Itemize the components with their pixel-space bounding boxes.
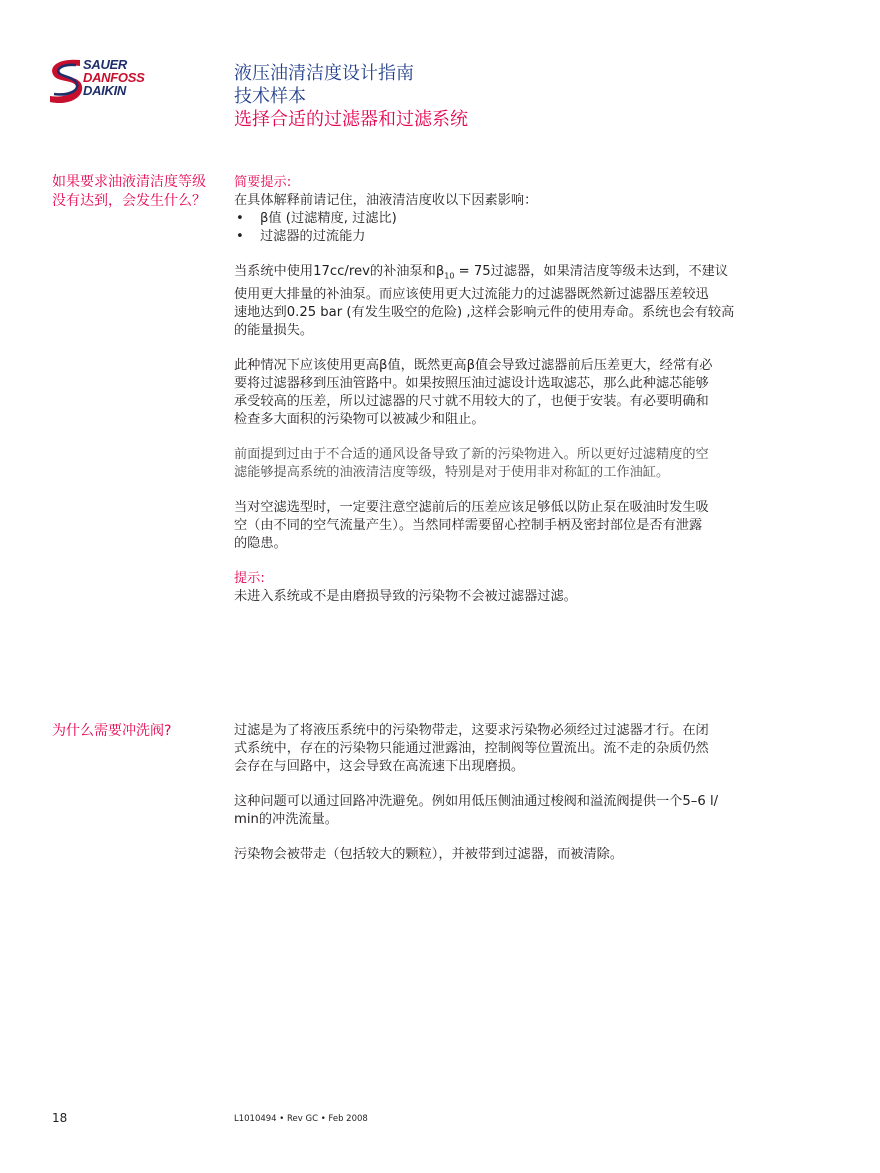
paragraph-line: 这种问题可以通过回路冲洗避免。例如用低压侧油通过梭阀和溢流阀提供一个5–6 l/ — [234, 794, 719, 809]
paragraph-line: 过滤是为了将液压系统中的污染物带走，这要求污染物必须经过过滤器才行。在闭 — [234, 723, 709, 738]
paragraph-line: 检查多大面积的污染物可以被减少和阻止。 — [234, 411, 485, 427]
logo-line-danfoss: DANFOSS — [83, 70, 145, 85]
logo-line-sauer: SAUER — [83, 57, 128, 72]
section2-body — [234, 722, 782, 864]
paragraph-line — [234, 263, 782, 286]
paragraph-line: 承受较高的压差，所以过滤器的尺寸就不用较大的了，也便于安装。有必要明确和 — [234, 393, 709, 409]
text-run: 当系统中使用17cc/rev的补油泵和β — [234, 264, 445, 279]
paragraph-line: 的能量损失。 — [234, 322, 314, 338]
tip-heading: 提示: — [234, 570, 265, 586]
bullet-icon: • — [236, 211, 244, 226]
intro-text: 在具体解释前请记住，油液清洁度收以下因素影响： — [234, 193, 538, 208]
list-item — [234, 210, 782, 228]
paragraph-line: 污染物会被带走（包括较大的颗粒），并被带到过滤器，而被清除。 — [234, 847, 624, 862]
paragraph-line: min的冲洗流量。 — [234, 812, 338, 827]
paragraph-line: 前面提到过由于不合适的通风设备导致了新的污染物进入。所以更好过滤精度的空 — [234, 446, 709, 462]
document-title: 液压油清洁度设计指南 — [234, 63, 414, 84]
logo-line-daikin: DAIKIN — [83, 83, 126, 98]
logo-wordmark — [83, 58, 144, 97]
paragraph-line: 空（由不同的空气流量产生）。当然同样需要留心控制手柄及密封部位是否有泄露 — [234, 517, 703, 533]
section-title: 选择合适的过滤器和过滤系统 — [234, 109, 468, 130]
paragraph-line: 速地达到0.25 bar (有发生吸空的危险) ,这样会影响元件的使用寿命。系统也会有较高 — [234, 304, 735, 320]
side-label-line: 没有达到，会发生什么？ — [52, 193, 206, 209]
text-run: = 75过滤器，如果清洁度等级未达到，不建议 — [454, 264, 729, 279]
paragraph-line: 要将过滤器移到压油管路中。如果按照压油过滤设计选取滤芯，那么此种滤芯能够 — [234, 375, 709, 391]
section1-side-label — [52, 173, 206, 211]
section1-body — [234, 174, 782, 606]
section2-side-label: 为什么需要冲洗阀? — [52, 723, 172, 739]
logo-swoosh-icon — [46, 56, 86, 106]
side-label-line: 如果要求油液清洁度等级 — [52, 174, 206, 190]
page-number: 18 — [52, 1111, 68, 1125]
beta-subscript: 10 — [444, 271, 455, 281]
paragraph-line: 会存在与回路中，这会导致在高流速下出现磨损。 — [234, 759, 525, 774]
paragraph-line: 滤能够提高系统的油液清洁度等级，特别是对于使用非对称缸的工作油缸。 — [234, 464, 670, 480]
document-subtitle: 技术样本 — [234, 86, 306, 107]
paragraph-line: 使用更大排量的补油泵。而应该使用更大过流能力的过滤器既然新过滤器压差较迅 — [234, 286, 709, 302]
list-item-text: 过滤器的过流能力 — [260, 229, 366, 244]
list-item-text: β值 (过滤精度, 过滤比) — [260, 211, 397, 226]
bullet-icon: • — [236, 229, 244, 244]
page-header — [234, 62, 468, 131]
brief-heading: 简要提示: — [234, 175, 292, 190]
document-code: L1010494 • Rev GC • Feb 2008 — [234, 1114, 368, 1124]
paragraph-line: 此种情况下应该使用更高β值，既然更高β值会导致过滤器前后压差更大，经常有必 — [234, 357, 713, 373]
paragraph-line: 当对空滤选型时，一定要注意空滤前后的压差应该足够低以防止泵在吸油时发生吸 — [234, 499, 709, 515]
paragraph-line: 式系统中，存在的污染物只能通过泄露油，控制阀等位置流出。流不走的杂质仍然 — [234, 741, 709, 756]
paragraph-line: 的隐患。 — [234, 535, 287, 551]
tip-text: 未进入系统或不是由磨损导致的污染物不会被过滤器过滤。 — [234, 588, 577, 604]
list-item — [234, 228, 782, 246]
